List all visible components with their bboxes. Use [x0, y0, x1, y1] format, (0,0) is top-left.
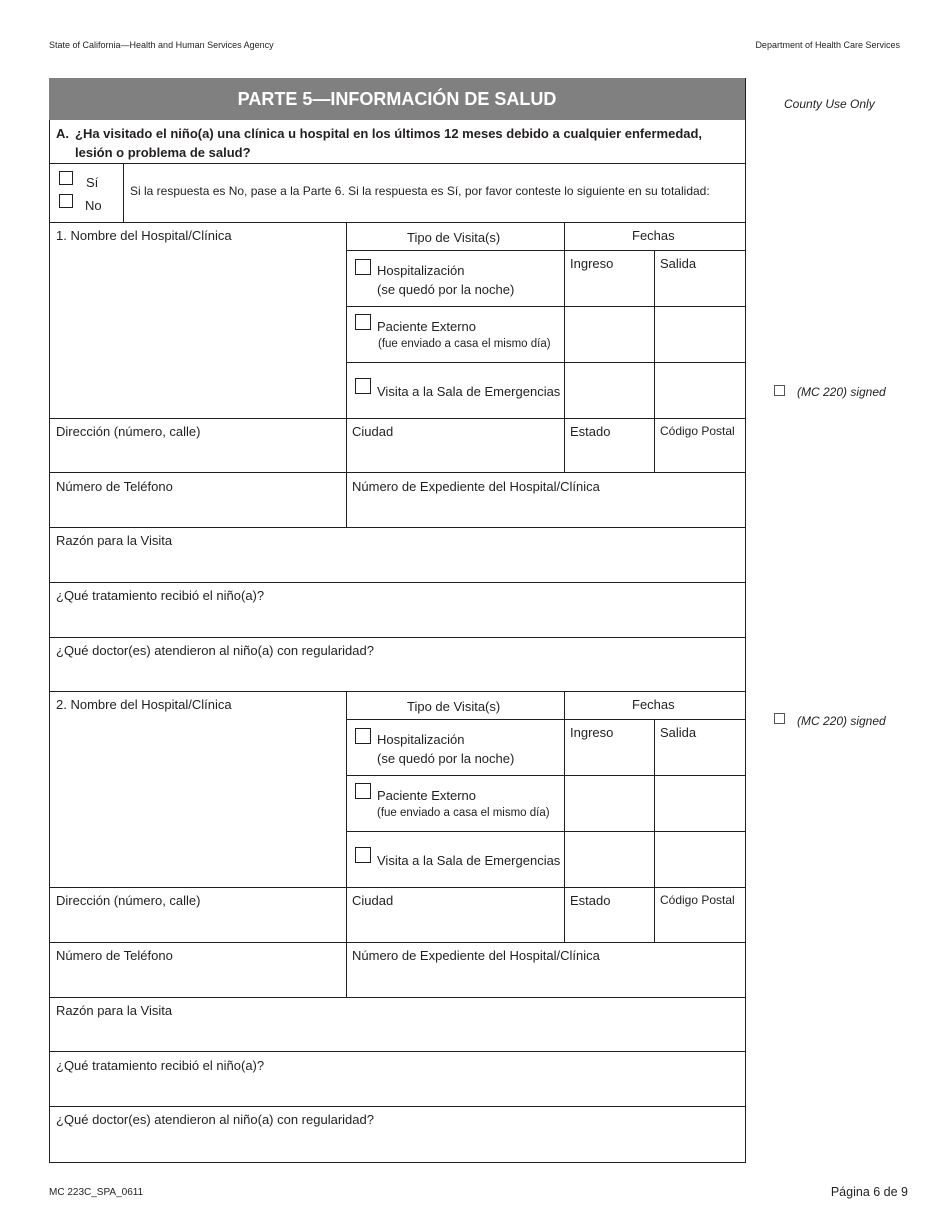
- hospitalization-note: (se quedó por la noche): [377, 751, 515, 766]
- question-a-instruction: Si la respuesta es No, pase a la Parte 6. Si la respuesta es Sí, por favor conteste lo siguiente en su totalidad:: [130, 184, 710, 198]
- zip-label: Código Postal: [660, 424, 735, 438]
- record-number-label: Número de Expediente del Hospital/Clínica: [352, 948, 600, 963]
- question-a-text: ¿Ha visitado el niño(a) una clínica u hospital en los últimos 12 meses debido a cualquier enfermedad, lesión o problema de salud?: [75, 126, 703, 160]
- mc220-signed-label-2: (MC 220) signed: [797, 714, 886, 728]
- discharge-label: Salida: [660, 725, 697, 740]
- treatment-label: ¿Qué tratamiento recibió el niño(a)?: [56, 1058, 265, 1073]
- state-label: Estado: [570, 893, 611, 908]
- no-label: No: [85, 198, 102, 213]
- emergency-label: Visita a la Sala de Emergencias: [377, 384, 561, 399]
- outpatient-checkbox[interactable]: [355, 314, 371, 330]
- zip-label: Código Postal: [660, 893, 735, 907]
- hospitalization-note: (se quedó por la noche): [377, 282, 515, 297]
- form-code: MC 223C_SPA_0611: [49, 1187, 144, 1198]
- mc220-signed-checkbox-2[interactable]: [774, 713, 785, 724]
- phone-label: Número de Teléfono: [56, 948, 173, 963]
- section-title: PARTE 5—INFORMACIÓN DE SALUD: [49, 78, 745, 120]
- visit-type-header: Tipo de Visita(s): [407, 230, 501, 245]
- health-info-form: [49, 78, 746, 1163]
- hospitalization-checkbox[interactable]: [355, 728, 371, 744]
- visit-type-header: Tipo de Visita(s): [407, 699, 501, 714]
- yes-checkbox[interactable]: [59, 171, 73, 185]
- address-label: Dirección (número, calle): [56, 424, 201, 439]
- hospital-name-label: 2. Nombre del Hospital/Clínica: [56, 697, 232, 712]
- phone-label: Número de Teléfono: [56, 479, 173, 494]
- mc220-signed-label-1: (MC 220) signed: [797, 385, 886, 399]
- county-use-only: County Use Only: [784, 97, 875, 111]
- mc220-signed-checkbox-1[interactable]: [774, 385, 785, 396]
- hospitalization-label: Hospitalización: [377, 263, 465, 278]
- outpatient-checkbox[interactable]: [355, 783, 371, 799]
- no-checkbox[interactable]: [59, 194, 73, 208]
- outpatient-label: Paciente Externo: [377, 319, 477, 334]
- emergency-label: Visita a la Sala de Emergencias: [377, 853, 561, 868]
- department-header: Department of Health Care Services: [755, 40, 900, 50]
- hospitalization-checkbox[interactable]: [355, 259, 371, 275]
- emergency-checkbox[interactable]: [355, 847, 371, 863]
- dates-header: Fechas: [632, 228, 675, 243]
- yes-label: Sí: [86, 175, 99, 190]
- page-number: Página 6 de 9: [830, 1185, 908, 1199]
- outpatient-label: Paciente Externo: [377, 788, 477, 803]
- reason-label: Razón para la Visita: [56, 1003, 173, 1018]
- admission-label: Ingreso: [570, 725, 614, 740]
- doctors-label: ¿Qué doctor(es) atendieron al niño(a) con regularidad?: [56, 643, 374, 658]
- record-number-label: Número de Expediente del Hospital/Clínica: [352, 479, 600, 494]
- outpatient-note: (fue enviado a casa el mismo día): [378, 338, 551, 350]
- doctors-label: ¿Qué doctor(es) atendieron al niño(a) con regularidad?: [56, 1112, 374, 1127]
- question-a-letter: A.: [56, 126, 69, 141]
- reason-label: Razón para la Visita: [56, 533, 173, 548]
- outpatient-note: (fue enviado a casa el mismo día): [377, 807, 550, 819]
- discharge-label: Salida: [660, 256, 697, 271]
- hospitalization-label: Hospitalización: [377, 732, 465, 747]
- dates-header: Fechas: [632, 697, 675, 712]
- state-label: Estado: [570, 424, 611, 439]
- city-label: Ciudad: [352, 893, 394, 908]
- treatment-label: ¿Qué tratamiento recibió el niño(a)?: [56, 588, 265, 603]
- city-label: Ciudad: [352, 424, 394, 439]
- address-label: Dirección (número, calle): [56, 893, 201, 908]
- admission-label: Ingreso: [570, 256, 614, 271]
- hospital-name-label: 1. Nombre del Hospital/Clínica: [56, 228, 232, 243]
- agency-header: State of California—Health and Human Services Agency: [49, 40, 274, 50]
- emergency-checkbox[interactable]: [355, 378, 371, 394]
